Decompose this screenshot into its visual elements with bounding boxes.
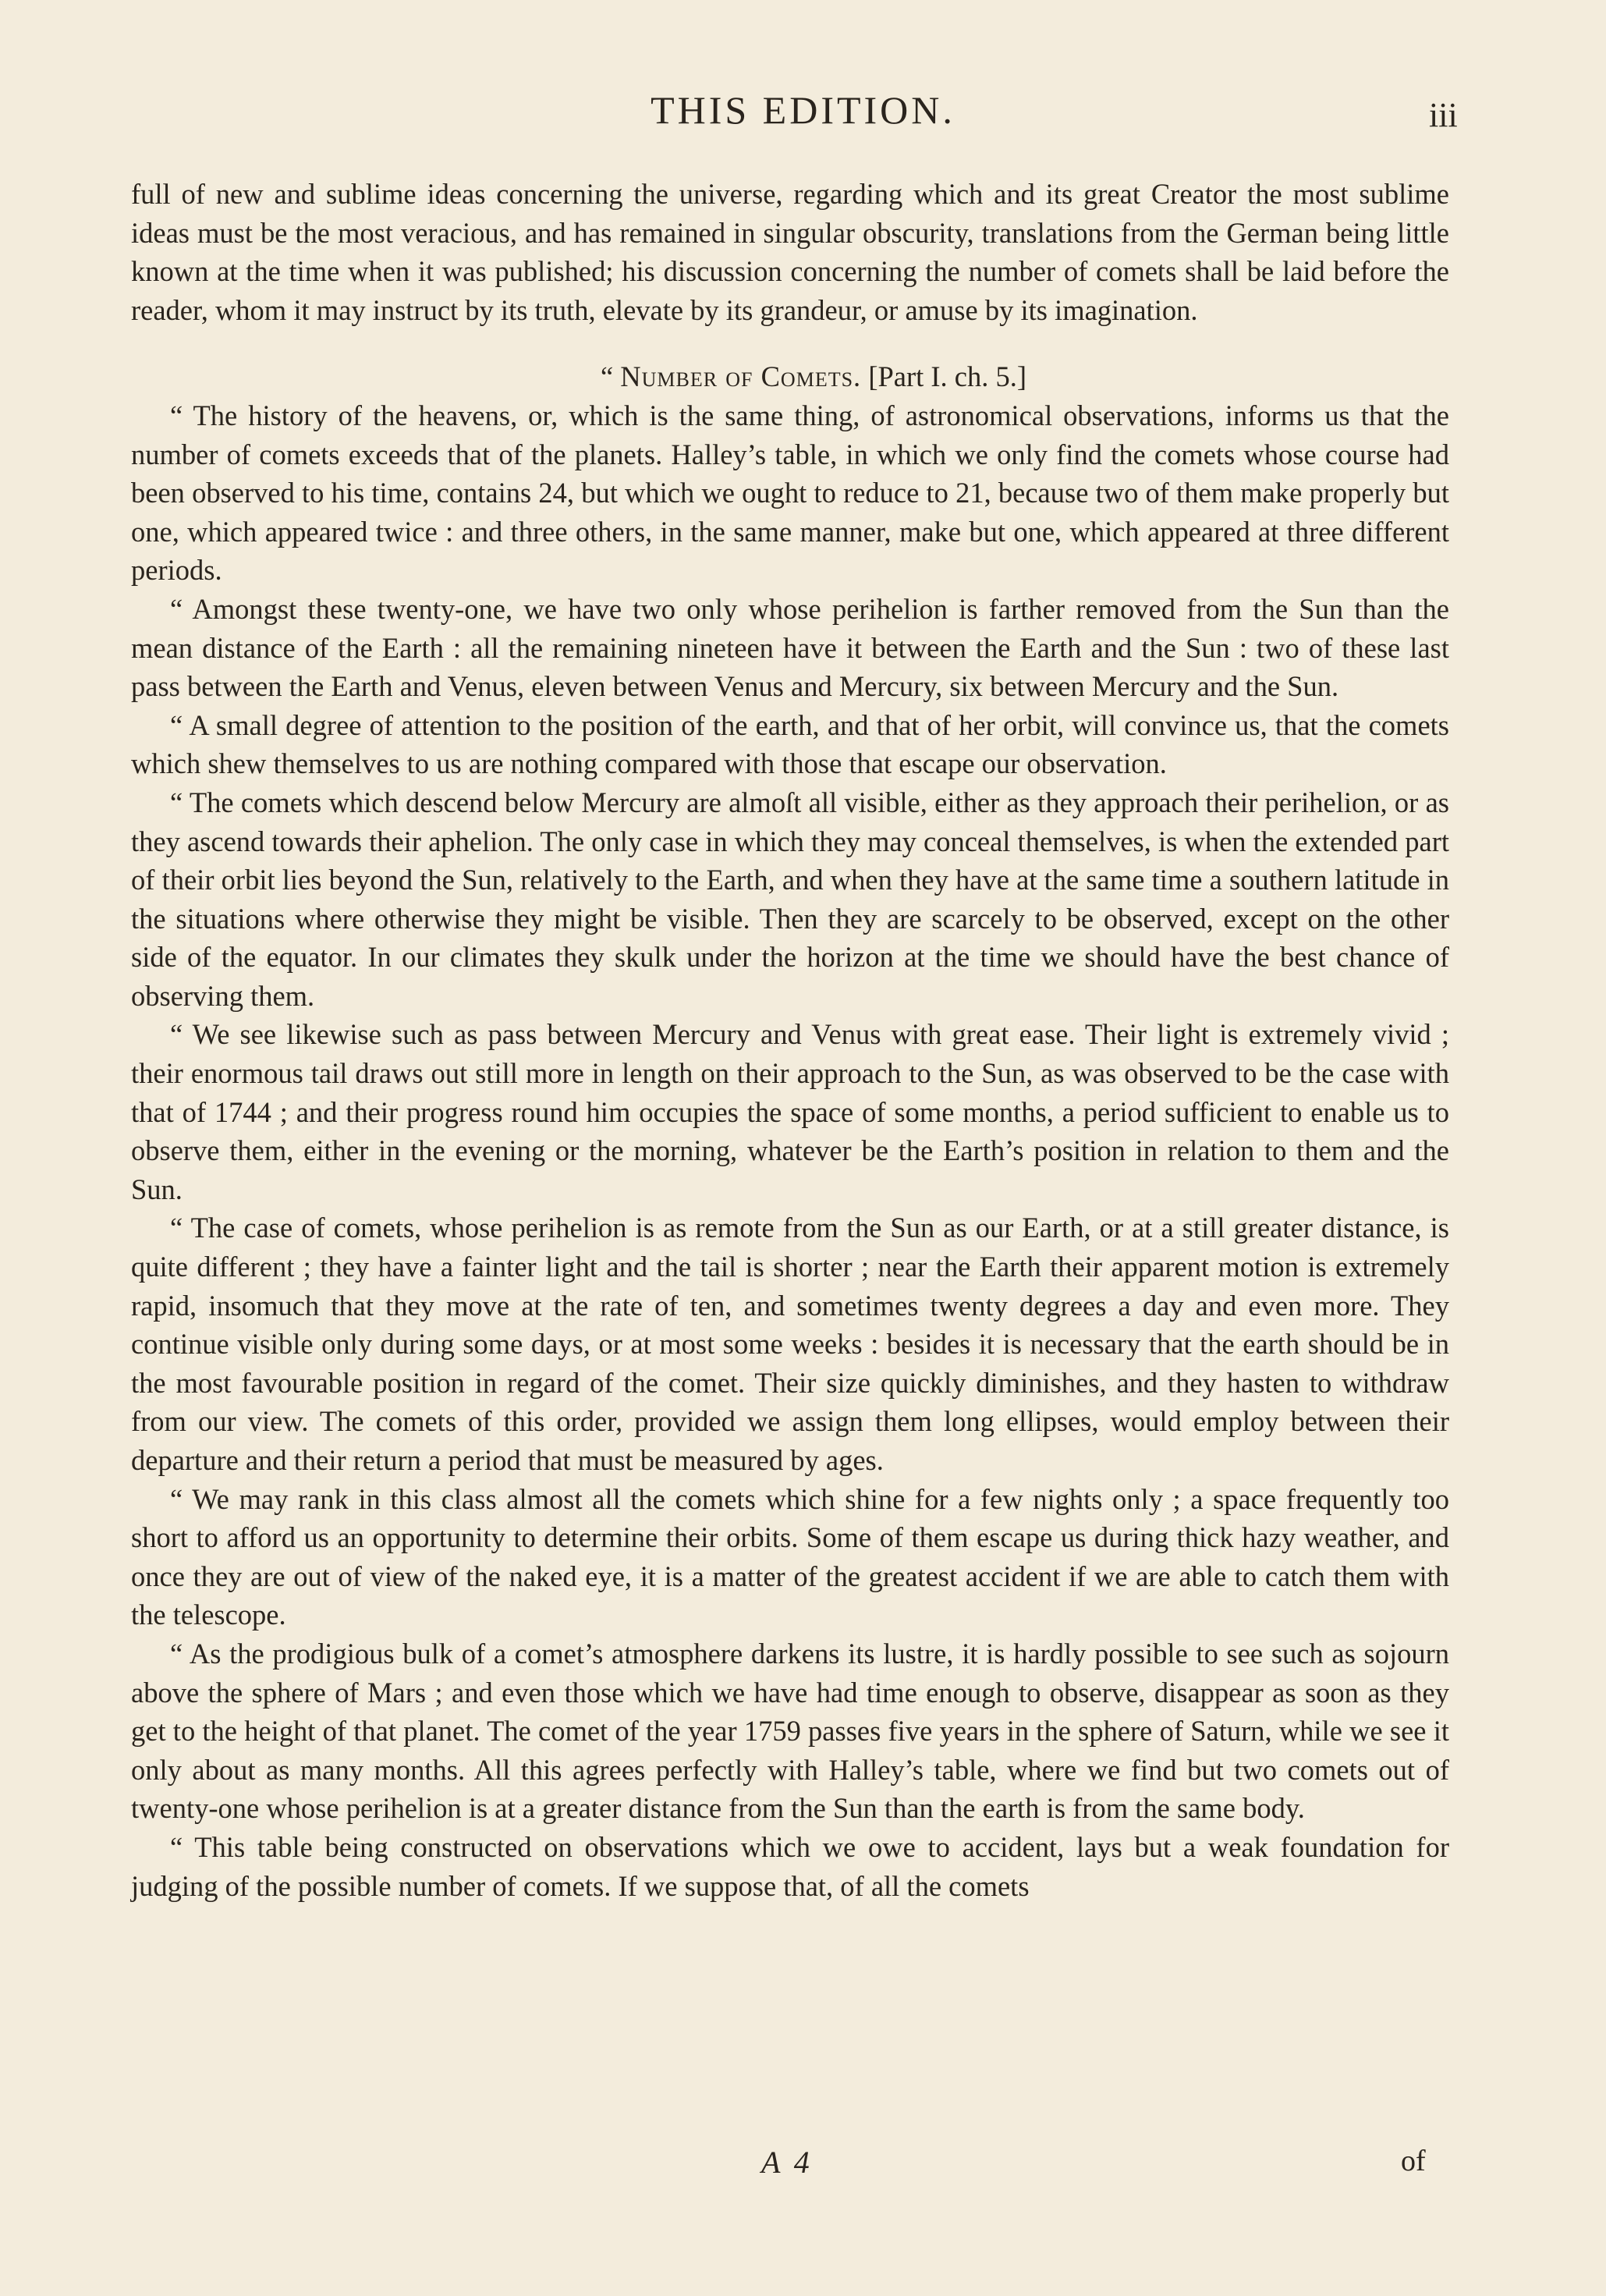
page-footer [0, 2144, 1606, 2191]
signature-mark: A 4 [761, 2145, 813, 2180]
running-title: THIS EDITION. [651, 88, 955, 132]
paragraph-9: “ This table being constructed on observations which we owe to accident, lays but a weak foundation for judging of the possible number of comets. If we suppose that, of all the comets [131, 1830, 1449, 1902]
running-head [0, 87, 1606, 142]
paragraph-3: “ A small degree of attention to the position of the earth, and that of her orbit, will convince us, that the comets which shew themselves to us are nothing compared with those that escape our observation. [131, 708, 1449, 780]
paragraph-4: “ The comets which descend below Mercury are almoſt all visible, either as they approach their perihelion, or as they ascend towards their aphelion. The only case in which they may conceal themselves, is when the extended part of their orbit lies beyond the Sun, relatively to the Earth, and when they have at the same time a southern latitude in the situations where otherwise they might be visible. Then they are scarcely to be observed, except on the other side of the equator. In our climates they skulk under the horizon at the time we should have the best chance of observing them. [131, 786, 1449, 1012]
body-text [131, 175, 1449, 1905]
section-reference: [Part I. ch. 5.] [868, 360, 1027, 393]
paragraph-8: “ As the prodigious bulk of a comet’s atmosphere darkens its lustre, it is hardly possible to see such as sojourn above the sphere of Mars ; and even those which we have had time enough to observe, disappear as soon as they get to the height of that planet. The comet of the year 1759 passes five years in the sphere of Saturn, while we see it only about as many months. All this agrees perfectly with Halley’s table, where we find but two comets out of twenty-one whose perihelion is at a greater distance from the Sun than the earth is from the same body. [131, 1637, 1449, 1825]
paragraph-1: “ The history of the heavens, or, which is the same thing, of astronomical observations, informs us that the number of comets exceeds that of the planets. Halley’s table, in which we only find the comets whose course had been observed to his time, contains 24, but which we ought to reduce to 21, because two of them make properly but one, which appeared twice : and three others, in the same manner, make but one, which appeared at three different periods. [131, 399, 1449, 587]
paragraph-2: “ Amongst these twenty-one, we have two only whose perihelion is farther removed from the Sun than the mean distance of the Earth : all the remaining nineteen have it between the Earth and the Sun : two of these last pass between the Earth and Venus, eleven between Venus and Mercury, six between Mercury and the Sun. [131, 592, 1449, 703]
paragraph-6: “ The case of comets, whose perihelion is as remote from the Sun as our Earth, or at a still greater distance, is quite different ; they have a fainter light and the tail is shorter ; near the Earth their apparent motion is extremely rapid, insomuch that they move at the rate of ten, and sometimes twenty degrees a day and even more. They continue visible only during some days, or at most some weeks : besides it is necessary that the earth should be in the most favourable position in regard of the comet. Their size quickly diminishes, and they hasten to withdraw from our view. The comets of this order, provided we assign them long ellipses, would employ between their departure and their return a period that must be measured by ages. [131, 1212, 1449, 1476]
intro-paragraph: full of new and sublime ideas concerning the universe, regarding which and its great Creator the most sublime ideas must be the most veracious, and has remained in singular obscurity, translations from the German being little known at the time when it was published; his discussion concerning the number of comets shall be laid before the reader, whom it may instruct by its truth, elevate by its grandeur, or amuse by its imagination. [131, 178, 1449, 326]
heading-open-quote: “ [600, 360, 614, 393]
paragraph-5: “ We see likewise such as pass between Mercury and Venus with great ease. Their light is extremely vivid ; their enormous tail draws out still more in length on their approach to the Sun, as was observed to be the case with that of 1744 ; and their progress round him occupies the space of some months, a period sufficient to enable us to observe them, either in the evening or the morning, whatever be the Earth’s position in relation to them and the Sun. [131, 1018, 1449, 1205]
paragraph-7: “ We may rank in this class almost all the comets which shine for a few nights only ; a space frequently too short to afford us an opportunity to determine their orbits. Some of them escape us during thick hazy weather, and once they are out of view of the naked eye, it is a matter of the greatest accident if we are able to catch them with the telescope. [131, 1482, 1449, 1631]
catchword: of [1401, 2145, 1426, 2177]
page-number: iii [1429, 96, 1458, 134]
section-title: Number of Comets. [620, 360, 862, 393]
section-heading [131, 357, 1449, 396]
